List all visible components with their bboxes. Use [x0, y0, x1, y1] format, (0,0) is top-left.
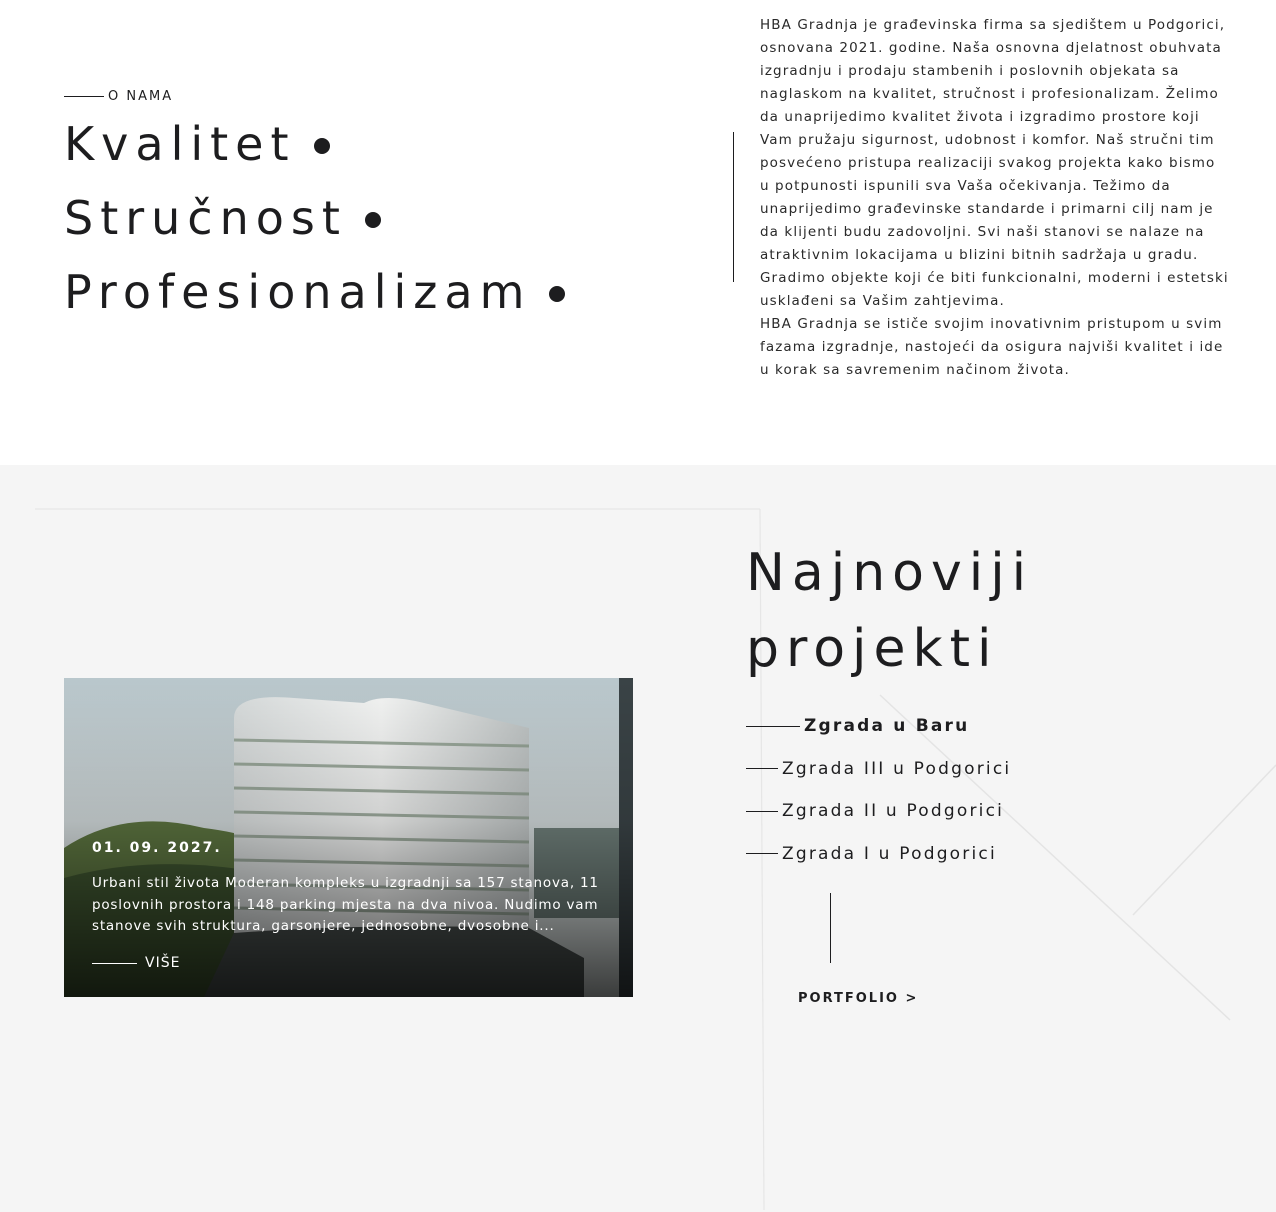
project-description: Urbani stil života Moderan kompleks u izgradnji sa 157 stanova, 11 poslovnih prostora i 148 parking mjesta na dva nivoa. Nudimo vam stanove svih struktura, garsonjere, jednosobne, dvosobne i... — [92, 875, 599, 934]
project-card[interactable] — [64, 678, 633, 997]
project-item-label: Zgrada I u Podgorici — [782, 843, 997, 864]
bullet-dot-icon — [549, 286, 565, 302]
project-item-label: Zgrada u Baru — [804, 716, 970, 737]
value-label: Kvalitet — [64, 117, 296, 171]
project-item-zgrada-u-baru[interactable] — [746, 705, 1011, 748]
item-rule — [746, 811, 778, 812]
value-label: Profesionalizam — [64, 265, 532, 319]
project-item-label: Zgrada III u Podgorici — [782, 758, 1012, 779]
bullet-dot-icon — [314, 138, 330, 154]
project-item-label: Zgrada II u Podgorici — [782, 801, 1005, 822]
value-quality — [64, 112, 565, 186]
about-paragraph: HBA Gradnja se ističe svojim inovativnim pristupom u svim fazama izgradnje, nastojeći da osigura najviši kvalitet i ide u korak sa savremenim načinom života. — [760, 316, 1224, 378]
building-render-image — [64, 678, 633, 997]
project-item-zgrada-ii-podgorica[interactable] — [746, 790, 1011, 833]
vertical-divider — [830, 893, 831, 963]
about-description — [760, 14, 1230, 382]
portfolio-link[interactable]: PORTFOLIO > — [798, 991, 919, 1006]
item-rule — [746, 726, 800, 727]
project-more-link[interactable] — [92, 955, 180, 971]
more-rule — [92, 963, 137, 964]
projects-title-line: projekti — [746, 619, 999, 679]
value-professionalism — [64, 260, 565, 334]
eyebrow-rule — [64, 96, 104, 97]
about-eyebrow — [64, 89, 173, 104]
eyebrow-label: O NAMA — [108, 89, 174, 104]
company-values — [64, 112, 565, 334]
projects-title-line: Najnoviji — [746, 543, 1034, 603]
value-expertise — [64, 186, 565, 260]
latest-projects-section — [0, 465, 1276, 1212]
about-section — [0, 0, 1276, 465]
item-rule — [746, 853, 778, 854]
vertical-divider — [733, 132, 734, 282]
project-list — [746, 705, 1011, 875]
projects-title — [746, 535, 1033, 687]
project-date: 01. 09. 2027. — [92, 840, 222, 856]
more-label: VIŠE — [145, 955, 181, 971]
bullet-dot-icon — [365, 212, 381, 228]
value-label: Stručnost — [64, 191, 347, 245]
project-item-zgrada-i-podgorica[interactable] — [746, 833, 1011, 876]
about-paragraph: HBA Gradnja je građevinska firma sa sjedištem u Podgorici, osnovana 2021. godine. Naša osnovna djelatnost obuhvata izgradnju i prodaju stambenih i poslovnih objekata sa naglaskom na kvalitet, stručnost i profesionalizam. Želimo da unaprijedimo kvalitet života i izgradimo prostore koji Vam pružaju sigurnost, udobnost i komfor. Naš stručni tim posvećeno pristupa realizaciji svakog projekta kako bismo u potpunosti ispunili sva Vaša očekivanja. Težimo da unaprijedimo građevinske standarde i primarni cilj nam je da klijenti budu zadovoljni. Svi naši stanovi se nalaze na atraktivnim lokacijama u blizini bitnih sadržaja u gradu. Gradimo objekte koji će biti funkcionalni, moderni i estetski usklađeni sa Vašim zahtjevima. — [760, 17, 1229, 309]
item-rule — [746, 768, 778, 769]
project-item-zgrada-iii-podgorica[interactable] — [746, 748, 1011, 791]
